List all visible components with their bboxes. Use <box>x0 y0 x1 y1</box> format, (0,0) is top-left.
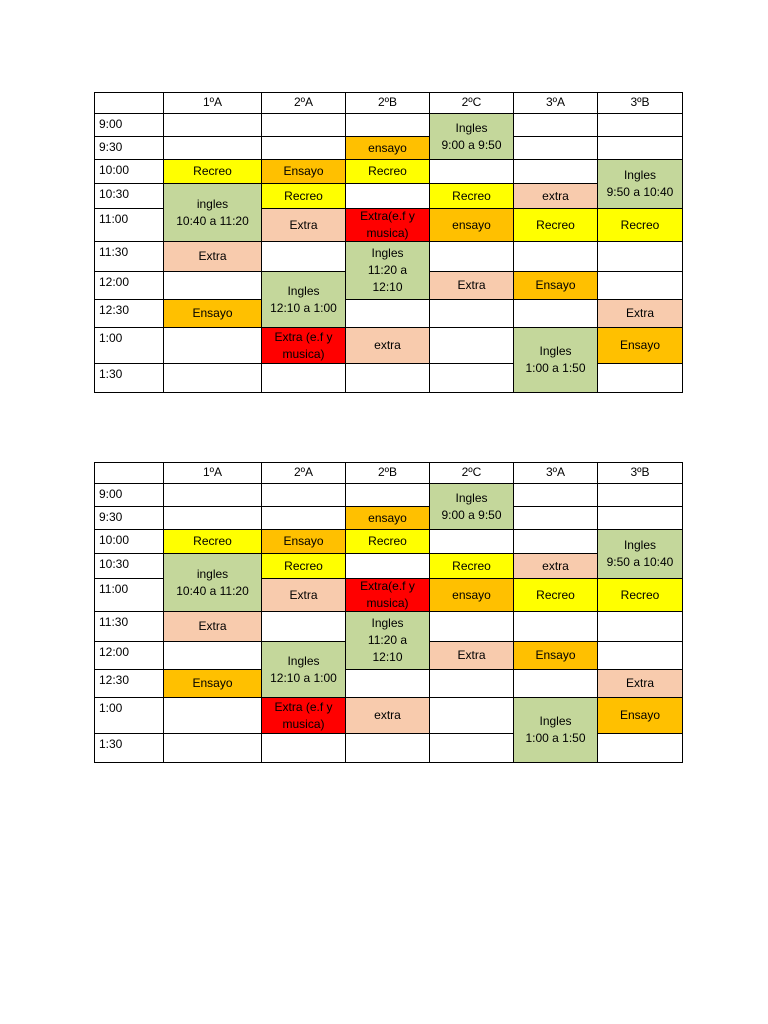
column-header: 2ºC <box>430 92 514 114</box>
schedule-block: Extra <box>598 670 683 698</box>
schedule-block: ensayo <box>430 579 514 612</box>
schedule-block: Ingles 9:00 a 9:50 <box>430 484 514 530</box>
empty-cell <box>164 484 262 507</box>
column-header: 3ºA <box>514 462 598 484</box>
empty-cell <box>598 272 683 300</box>
empty-cell <box>430 670 514 698</box>
schedule-block: Extra(e.f y musica) <box>346 579 430 612</box>
empty-cell <box>346 670 430 698</box>
empty-cell <box>164 137 262 160</box>
schedule-block: ensayo <box>430 209 514 242</box>
schedule-block: Recreo <box>164 530 262 554</box>
time-label: 12:30 <box>94 670 164 698</box>
empty-cell <box>430 612 514 642</box>
schedule-block: Ensayo <box>598 698 683 734</box>
empty-cell <box>514 300 598 328</box>
time-label: 11:00 <box>94 579 164 612</box>
schedule-block: Ingles 1:00 a 1:50 <box>514 328 598 393</box>
schedule-block: Extra(e.f y musica) <box>346 209 430 242</box>
schedule-block: Ensayo <box>514 642 598 670</box>
empty-cell <box>514 160 598 184</box>
corner-cell <box>94 92 164 114</box>
empty-cell <box>598 364 683 393</box>
empty-cell <box>430 160 514 184</box>
column-header: 3ºA <box>514 92 598 114</box>
empty-cell <box>262 242 346 272</box>
empty-cell <box>262 734 346 763</box>
schedule-block: Extra <box>262 579 346 612</box>
empty-cell <box>346 484 430 507</box>
schedule-block: extra <box>514 184 598 209</box>
empty-cell <box>346 734 430 763</box>
schedule-block: Recreo <box>598 209 683 242</box>
column-header: 1ºA <box>164 92 262 114</box>
time-label: 10:00 <box>94 160 164 184</box>
time-label: 1:30 <box>94 364 164 393</box>
empty-cell <box>598 642 683 670</box>
schedule-block: Ingles 9:00 a 9:50 <box>430 114 514 160</box>
time-label: 9:30 <box>94 507 164 530</box>
schedule-block: ensayo <box>346 507 430 530</box>
empty-cell <box>164 114 262 137</box>
schedule-table-2 <box>94 462 683 763</box>
empty-cell <box>598 114 683 137</box>
time-label: 10:30 <box>94 184 164 209</box>
empty-cell <box>514 114 598 137</box>
time-label: 9:00 <box>94 114 164 137</box>
time-label: 1:00 <box>94 328 164 364</box>
empty-cell <box>164 328 262 364</box>
schedule-block: Recreo <box>164 160 262 184</box>
empty-cell <box>164 364 262 393</box>
corner-cell <box>94 462 164 484</box>
empty-cell <box>514 507 598 530</box>
empty-cell <box>598 507 683 530</box>
schedule-block: Recreo <box>430 184 514 209</box>
empty-cell <box>262 507 346 530</box>
empty-cell <box>262 137 346 160</box>
schedule-block: ensayo <box>346 137 430 160</box>
schedule-block: Ingles 9:50 a 10:40 <box>598 160 683 209</box>
empty-cell <box>430 530 514 554</box>
time-label: 1:00 <box>94 698 164 734</box>
empty-cell <box>430 300 514 328</box>
empty-cell <box>164 734 262 763</box>
schedule-block: Ensayo <box>164 670 262 698</box>
empty-cell <box>164 272 262 300</box>
empty-cell <box>598 242 683 272</box>
schedule-block: Ingles 12:10 a 1:00 <box>262 272 346 328</box>
empty-cell <box>514 137 598 160</box>
column-header: 2ºC <box>430 462 514 484</box>
empty-cell <box>514 612 598 642</box>
schedule-block: extra <box>346 698 430 734</box>
schedule-block: Recreo <box>262 554 346 579</box>
schedule-block: Extra <box>164 242 262 272</box>
column-header: 2ºB <box>346 92 430 114</box>
column-header: 3ºB <box>598 462 683 484</box>
schedule-block: Extra <box>598 300 683 328</box>
time-label: 11:30 <box>94 242 164 272</box>
column-header: 2ºA <box>262 92 346 114</box>
time-label: 10:30 <box>94 554 164 579</box>
column-header: 2ºA <box>262 462 346 484</box>
empty-cell <box>262 612 346 642</box>
schedule-block: extra <box>514 554 598 579</box>
empty-cell <box>514 670 598 698</box>
empty-cell <box>346 364 430 393</box>
empty-cell <box>514 242 598 272</box>
empty-cell <box>164 698 262 734</box>
empty-cell <box>430 364 514 393</box>
time-label: 9:00 <box>94 484 164 507</box>
schedule-block: extra <box>346 328 430 364</box>
schedule-block: Recreo <box>514 579 598 612</box>
time-label: 1:30 <box>94 734 164 763</box>
empty-cell <box>164 642 262 670</box>
empty-cell <box>598 137 683 160</box>
schedule-block: Ensayo <box>262 530 346 554</box>
schedule-block: Ingles 9:50 a 10:40 <box>598 530 683 579</box>
schedule-block: Recreo <box>514 209 598 242</box>
column-header: 3ºB <box>598 92 683 114</box>
schedule-block: Recreo <box>346 530 430 554</box>
schedule-block: Extra (e.f y musica) <box>262 698 346 734</box>
schedule-block: Extra <box>164 612 262 642</box>
schedule-block: Ingles 11:20 a 12:10 <box>346 242 430 300</box>
empty-cell <box>262 484 346 507</box>
schedule-block: Recreo <box>262 184 346 209</box>
empty-cell <box>346 300 430 328</box>
time-label: 11:30 <box>94 612 164 642</box>
schedule-block: Ensayo <box>164 300 262 328</box>
empty-cell <box>164 507 262 530</box>
schedule-block: Ingles 12:10 a 1:00 <box>262 642 346 698</box>
time-label: 12:30 <box>94 300 164 328</box>
empty-cell <box>430 698 514 734</box>
column-header: 1ºA <box>164 462 262 484</box>
empty-cell <box>430 734 514 763</box>
schedule-block: Recreo <box>598 579 683 612</box>
empty-cell <box>262 114 346 137</box>
empty-cell <box>598 612 683 642</box>
schedule-block: Recreo <box>430 554 514 579</box>
schedule-block: Extra <box>262 209 346 242</box>
schedule-block: Extra (e.f y musica) <box>262 328 346 364</box>
time-label: 10:00 <box>94 530 164 554</box>
empty-cell <box>598 734 683 763</box>
schedule-block: Ensayo <box>262 160 346 184</box>
empty-cell <box>346 554 430 579</box>
empty-cell <box>430 328 514 364</box>
schedule-table-1 <box>94 92 683 393</box>
time-label: 11:00 <box>94 209 164 242</box>
schedule-block: Ensayo <box>598 328 683 364</box>
schedule-block: Ingles 1:00 a 1:50 <box>514 698 598 763</box>
empty-cell <box>430 242 514 272</box>
schedule-block: Extra <box>430 642 514 670</box>
schedule-block: Extra <box>430 272 514 300</box>
empty-cell <box>514 530 598 554</box>
empty-cell <box>514 484 598 507</box>
column-header: 2ºB <box>346 462 430 484</box>
time-label: 9:30 <box>94 137 164 160</box>
schedule-block: Ingles 11:20 a 12:10 <box>346 612 430 670</box>
empty-cell <box>262 364 346 393</box>
schedule-block: ingles 10:40 a 11:20 <box>164 554 262 612</box>
schedule-block: ingles 10:40 a 11:20 <box>164 184 262 242</box>
time-label: 12:00 <box>94 642 164 670</box>
schedule-block: Ensayo <box>514 272 598 300</box>
empty-cell <box>598 484 683 507</box>
empty-cell <box>346 114 430 137</box>
time-label: 12:00 <box>94 272 164 300</box>
empty-cell <box>346 184 430 209</box>
schedule-block: Recreo <box>346 160 430 184</box>
